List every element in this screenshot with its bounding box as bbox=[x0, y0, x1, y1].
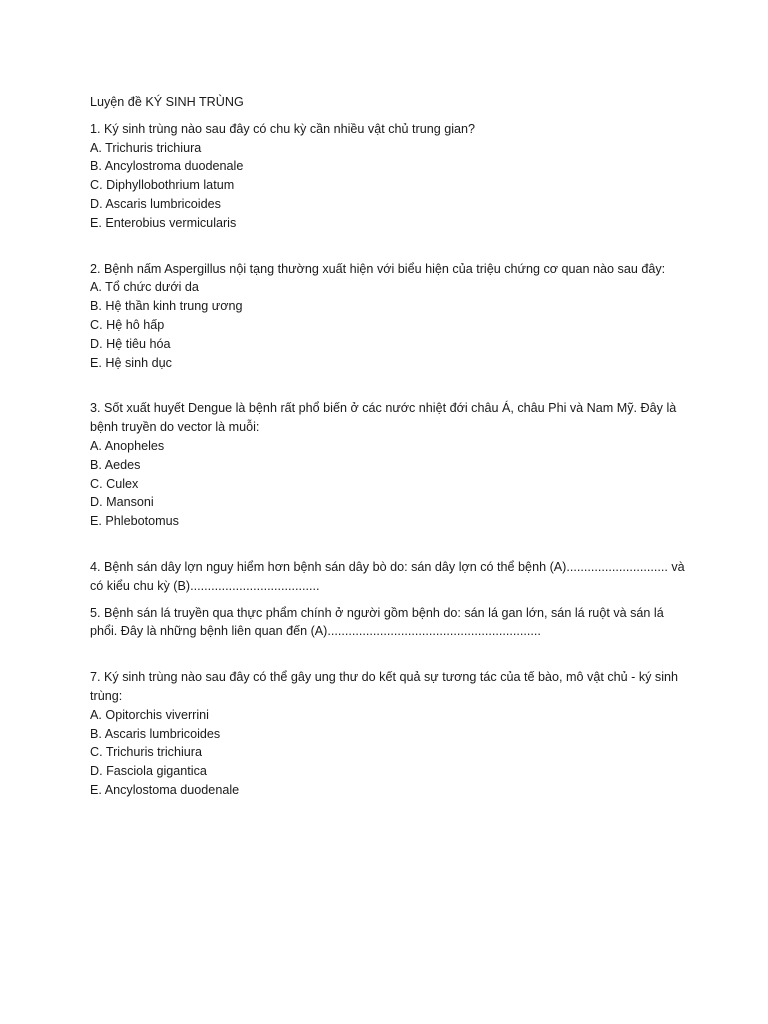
document-title: Luyện đề KÝ SINH TRÙNG bbox=[90, 95, 244, 109]
question-7-option-e: E. Ancylostoma duodenale bbox=[90, 782, 240, 797]
question-7-stem-line-2: trùng: bbox=[90, 688, 123, 703]
question-2-option-e: E. Hệ sinh dục bbox=[90, 355, 172, 370]
question-7-stem-line-1: 7. Ký sinh trùng nào sau đây có thể gây ung thư do kết quả sự tương tác của tế bào, mô vật chủ - ký sinh bbox=[90, 670, 679, 685]
question-7-option-b: B. Ascaris lumbricoides bbox=[90, 726, 221, 741]
question-4-line-1: 4. Bệnh sán dây lợn nguy hiểm hơn bệnh sán dây bò do: sán dây lợn có thể bệnh (A)............................. và bbox=[90, 559, 685, 574]
question-5-line-1: 5. Bệnh sán lá truyền qua thực phẩm chính ở người gồm bệnh do: sán lá gan lớn, sán lá ruột và sán lá bbox=[90, 605, 664, 620]
question-7-option-d: D. Fasciola gigantica bbox=[90, 764, 207, 779]
question-2-option-b: B. Hệ thần kinh trung ương bbox=[90, 299, 243, 314]
question-1-option-d: D. Ascaris lumbricoides bbox=[90, 196, 221, 211]
question-1-option-a: A. Trichuris trichiura bbox=[90, 140, 202, 155]
question-2 bbox=[90, 260, 690, 373]
document-page bbox=[90, 93, 690, 800]
question-3-option-a: A. Anopheles bbox=[90, 438, 165, 453]
question-3-stem-line-2: bệnh truyền do vector là muỗi: bbox=[90, 420, 260, 435]
question-2-option-c: C. Hệ hô hấp bbox=[90, 317, 165, 332]
question-7 bbox=[90, 668, 690, 800]
question-7-option-c: C. Trichuris trichiura bbox=[90, 745, 202, 760]
question-1 bbox=[90, 120, 690, 233]
question-4-line-2: có kiểu chu kỳ (B)..................................... bbox=[90, 578, 320, 593]
question-2-option-d: D. Hệ tiêu hóa bbox=[90, 336, 171, 351]
question-1-option-b: B. Ancylostroma duodenale bbox=[90, 159, 244, 174]
question-3-stem-line-1: 3. Sốt xuất huyết Dengue là bệnh rất phổ biến ở các nước nhiệt đới châu Á, châu Phi và Nam Mỹ. Đây là bbox=[90, 401, 677, 416]
question-4 bbox=[90, 558, 690, 596]
question-5-line-2: phổi. Đây là những bệnh liên quan đến (A)............................................................. bbox=[90, 624, 541, 639]
question-3-option-d: D. Mansoni bbox=[90, 495, 154, 510]
question-3 bbox=[90, 399, 690, 531]
question-7-option-a: A. Opitorchis viverrini bbox=[90, 707, 209, 722]
question-2-option-a: A. Tổ chức dưới da bbox=[90, 280, 199, 295]
question-1-stem: 1. Ký sinh trùng nào sau đây có chu kỳ cần nhiều vật chủ trung gian? bbox=[90, 121, 476, 136]
question-3-option-c: C. Culex bbox=[90, 476, 139, 491]
question-3-option-b: B. Aedes bbox=[90, 457, 141, 472]
question-2-stem: 2. Bệnh nấm Aspergillus nội tạng thường xuất hiện với biểu hiện của triệu chứng cơ quan nào sau đây: bbox=[90, 261, 666, 276]
question-5 bbox=[90, 604, 690, 642]
question-1-option-c: C. Diphyllobothrium latum bbox=[90, 178, 235, 193]
question-3-option-e: E. Phlebotomus bbox=[90, 514, 179, 529]
question-1-option-e: E. Enterobius vermicularis bbox=[90, 215, 237, 230]
